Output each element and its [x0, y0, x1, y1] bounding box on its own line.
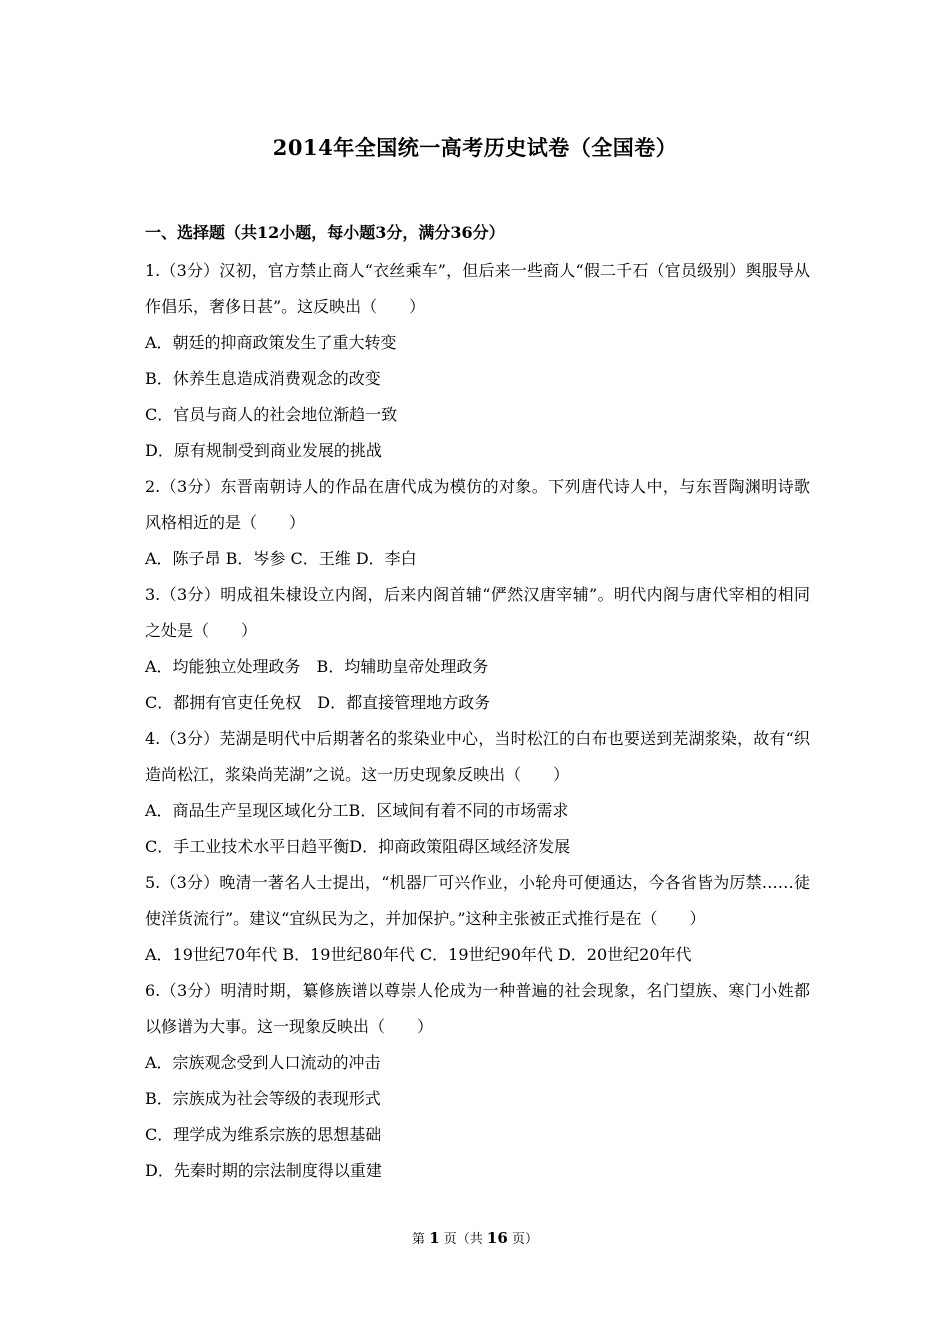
options-line: C．都拥有官吏任免权 D．都直接管理地方政务	[145, 693, 491, 712]
option-a: A．宗族观念受到人口流动的冲击	[145, 1053, 381, 1072]
options-line: C．手工业技术水平日趋平衡D．抑商政策阻碍区域经济发展	[145, 837, 571, 856]
option-c: C．官员与商人的社会地位渐趋一致	[145, 405, 398, 424]
question-stem: 6.（3分）明清时期，纂修族谱以尊崇人伦成为一种普遍的社会现象，名门望族、寒门小姓都以修谱为大事。这一现象反映出（ ）	[145, 981, 810, 1036]
question-stem: 1.（3分）汉初，官方禁止商人“衣丝乘车”，但后来一些商人“假二千石（官员级别）舆服导从作倡乐，奢侈日甚”。这反映出（ ）	[145, 261, 810, 316]
options-line: A．商品生产呈现区域化分工B．区域间有着不同的市场需求	[145, 801, 569, 820]
document-title: 2014年全国统一高考历史试卷（全国卷）	[272, 135, 678, 160]
options-line: A．均能独立处理政务 B．均辅助皇帝处理政务	[145, 657, 489, 676]
option-d: D．原有规制受到商业发展的挑战	[145, 441, 382, 460]
option-c: C．理学成为维系宗族的思想基础	[145, 1125, 382, 1144]
total-pages: 16	[486, 1229, 508, 1247]
page-footer	[0, 1228, 950, 1247]
section-heading: 一、选择题（共12小题，每小题3分，满分36分）	[145, 223, 505, 242]
question-stem: 5.（3分）晚清一著名人士提出，“机器厂可兴作业，小轮舟可便通达，今各省皆为厉禁……徒使洋货流行”。建议“宜纵民为之，并加保护。”这种主张被正式推行是在（ ）	[145, 873, 810, 928]
question-1	[145, 253, 810, 469]
footer-suffix: 页）	[511, 1232, 538, 1247]
option-b: B．宗族成为社会等级的表现形式	[145, 1089, 381, 1108]
question-3	[145, 577, 810, 721]
question-stem: 3.（3分）明成祖朱棣设立内阁，后来内阁首辅“俨然汉唐宰辅”。明代内阁与唐代宰相的相同之处是（ ）	[145, 585, 810, 640]
question-stem: 4.（3分）芜湖是明代中后期著名的浆染业中心，当时松江的白布也要送到芜湖浆染，故有“织造尚松江，浆染尚芜湖”之说。这一历史现象反映出（ ）	[145, 729, 810, 784]
question-5	[145, 865, 810, 973]
document-body	[145, 219, 810, 1189]
option-a: A．朝廷的抑商政策发生了重大转变	[145, 333, 397, 352]
options-line: A．19世纪70年代 B．19世纪80年代 C．19世纪90年代 D．20世纪20年代	[145, 945, 692, 964]
question-2	[145, 469, 810, 577]
question-4	[145, 721, 810, 865]
footer-prefix: 第	[412, 1232, 426, 1247]
options-line: A．陈子昂 B．岑参 C．王维 D．李白	[145, 549, 417, 568]
question-6	[145, 973, 810, 1189]
option-b: B．休养生息造成消费观念的改变	[145, 369, 381, 388]
question-stem: 2.（3分）东晋南朝诗人的作品在唐代成为模仿的对象。下列唐代诗人中，与东晋陶渊明诗歌风格相近的是（ ）	[145, 477, 810, 532]
page-number: 1	[429, 1229, 440, 1247]
footer-middle: 页（共	[443, 1232, 483, 1247]
option-d: D．先秦时期的宗法制度得以重建	[145, 1161, 382, 1180]
